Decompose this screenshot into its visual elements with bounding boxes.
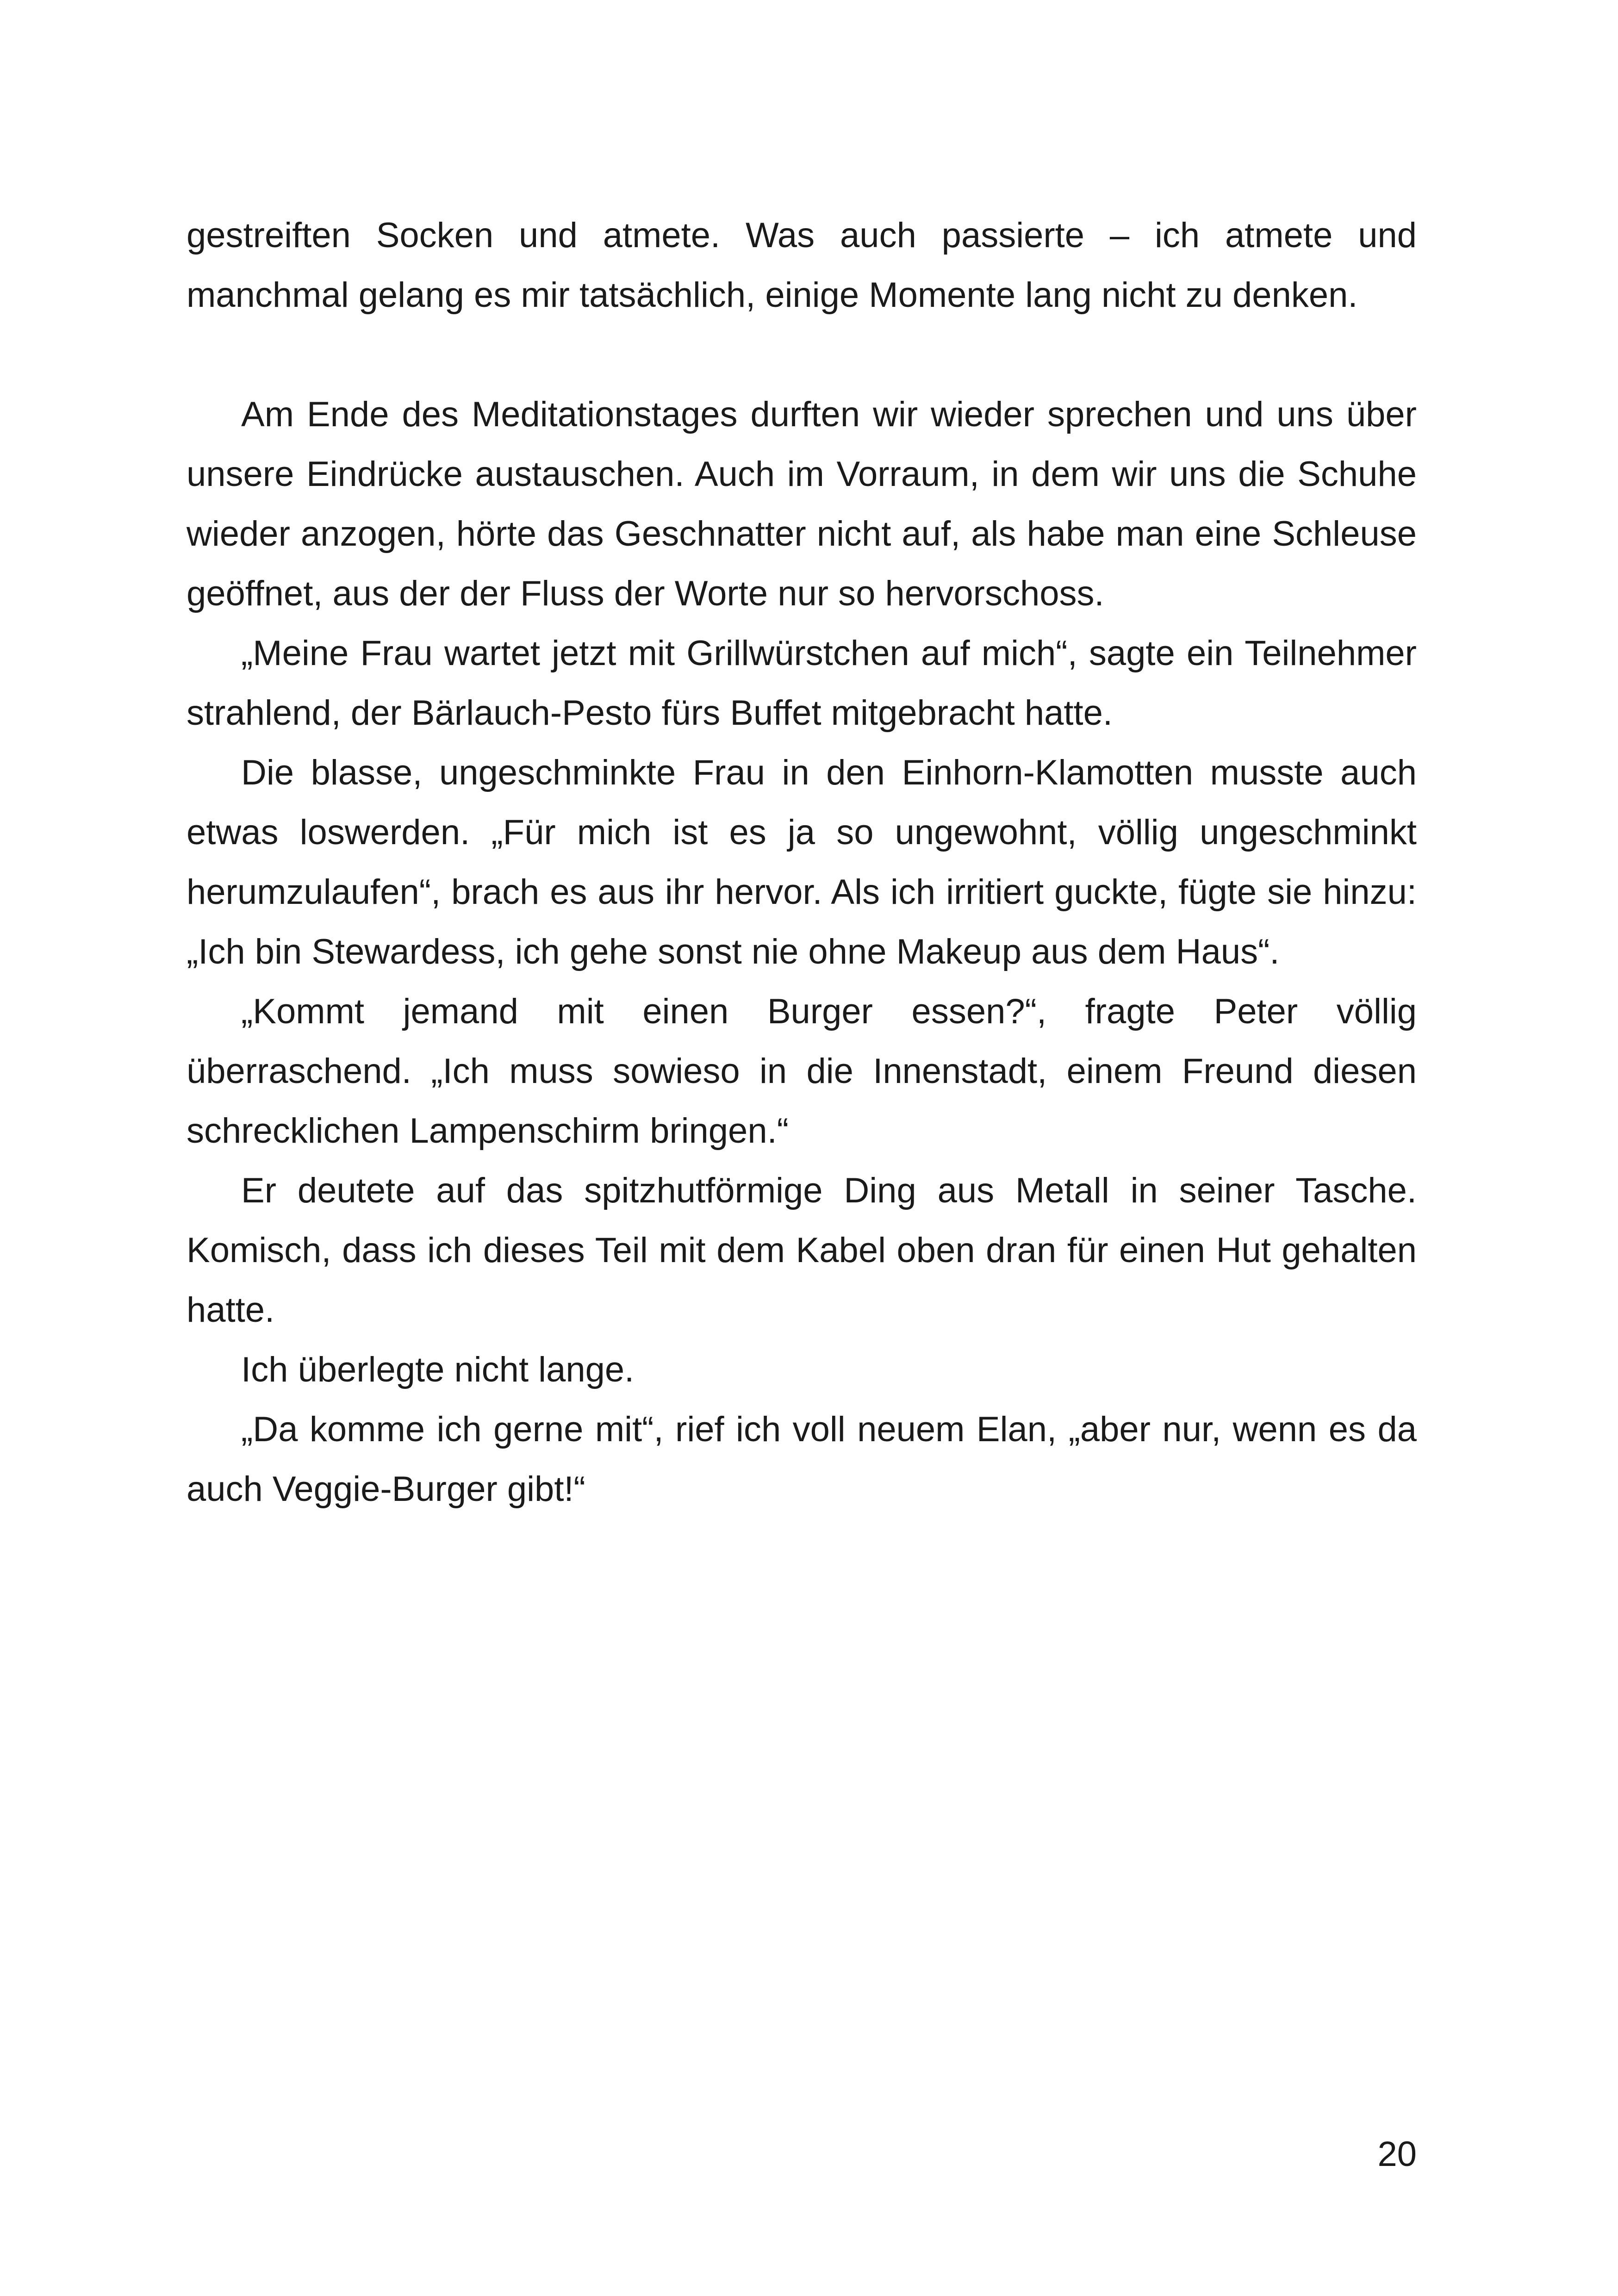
paragraph-6: Er deutete auf das spitzhutförmige Ding aus Metall in seiner Tasche. Komisch, dass ich dieses Teil mit dem Kabel oben dran für einen Hut gehalten hatte. bbox=[187, 1171, 1417, 1330]
paragraph-3: „Meine Frau wartet jetzt mit Grillwürstchen auf mich“, sagte ein Teilnehmer strahlend, der Bärlauch-Pesto fürs Buffet mitgebracht hatte. bbox=[187, 634, 1417, 733]
page-number: 20 bbox=[1377, 2134, 1417, 2174]
paragraph-1: gestreiften Socken und atmete. Was auch passierte – ich atmete und manchmal gelang es mir tatsächlich, einige Momente lang nicht zu denken. bbox=[187, 216, 1417, 315]
paragraph-2: Am Ende des Meditationstages durften wir wieder sprechen und uns über unsere Eindrücke austauschen. Auch im Vorraum, in dem wir uns die Schuhe wieder anzogen, hörte das Geschnatter nicht auf, als habe man eine Schleuse geöffnet, aus der der Fluss der Worte nur so hervorschoss. bbox=[187, 395, 1417, 613]
paragraph-8: „Da komme ich gerne mit“, rief ich voll neuem Elan, „aber nur, wenn es da auch Veggie-Burger gibt!“ bbox=[187, 1410, 1417, 1509]
body-text bbox=[187, 205, 1417, 1519]
paragraph-4: Die blasse, ungeschminkte Frau in den Einhorn-Klamotten musste auch etwas loswerden. „Für mich ist es ja so ungewohnt, völlig ungeschminkt herumzulaufen“, brach es aus ihr hervor. Als ich irritiert guckte, fügte sie hinzu: „Ich bin Stewardess, ich gehe sonst nie ohne Makeup aus dem Haus“. bbox=[187, 753, 1417, 971]
paragraph-5: „Kommt jemand mit einen Burger essen?“, fragte Peter völlig überraschend. „Ich muss sowieso in die Innenstadt, einem Freund diesen schrecklichen Lampenschirm bringen.“ bbox=[187, 992, 1417, 1151]
paragraph-7: Ich überlegte nicht lange. bbox=[241, 1350, 635, 1389]
